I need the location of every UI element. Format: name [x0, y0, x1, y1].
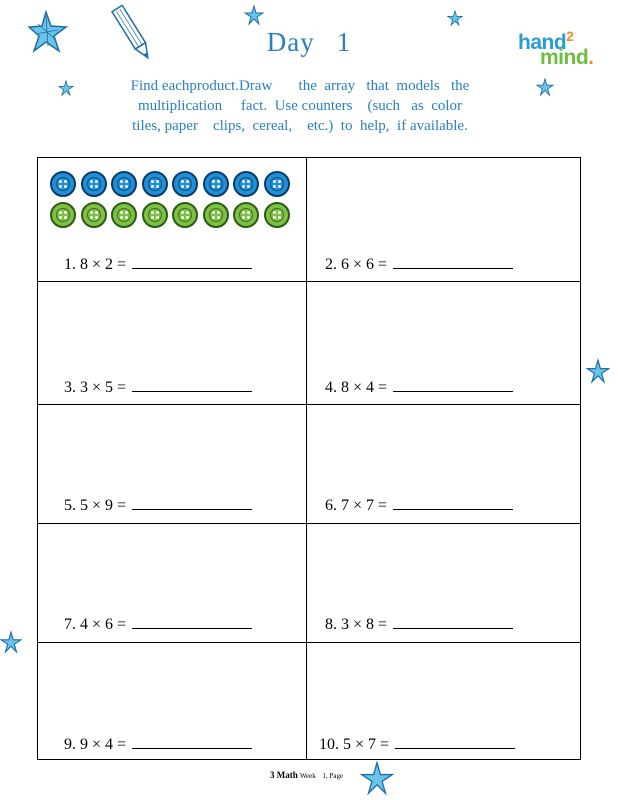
green-button — [203, 202, 229, 228]
problem-label: 5. 5 × 9 = — [64, 497, 127, 514]
problem-4 — [325, 377, 513, 397]
star-icon — [58, 80, 74, 96]
footer-grade: 3 — [270, 770, 275, 780]
green-button — [111, 202, 137, 228]
answer-blank[interactable] — [395, 734, 515, 749]
problem-5 — [64, 495, 252, 515]
footer-week: Week — [300, 772, 316, 780]
star-icon — [244, 5, 264, 25]
green-button — [142, 202, 168, 228]
grid-divider — [38, 281, 580, 282]
problem-label: 9. 9 × 4 = — [64, 736, 127, 753]
logo-text-mind: mind — [540, 46, 589, 69]
blue-button — [81, 171, 107, 197]
problem-label: 4. 8 × 4 = — [325, 379, 388, 396]
instructions-line: Find eachproduct.Draw the array that models the — [130, 78, 470, 94]
star-icon — [586, 358, 610, 384]
problem-2 — [325, 254, 513, 274]
problem-label: 6. 7 × 7 = — [325, 497, 388, 514]
green-button — [233, 202, 259, 228]
answer-blank[interactable] — [132, 495, 252, 510]
star-icon — [0, 630, 22, 654]
problem-7 — [64, 614, 252, 634]
problem-10 — [319, 734, 515, 754]
answer-blank[interactable] — [132, 377, 252, 392]
logo-text-2: 2 — [566, 28, 574, 44]
answer-blank[interactable] — [393, 254, 513, 269]
green-button — [81, 202, 107, 228]
footer-page: 1, Page — [322, 772, 344, 780]
blue-button — [142, 171, 168, 197]
problem-label: 2. 6 × 6 = — [325, 256, 388, 273]
green-button — [50, 202, 76, 228]
blue-button — [264, 171, 290, 197]
green-button — [172, 202, 198, 228]
answer-blank[interactable] — [393, 614, 513, 629]
blue-button — [203, 171, 229, 197]
answer-blank[interactable] — [393, 377, 513, 392]
title-number: 1 — [336, 27, 352, 57]
problem-8 — [325, 614, 513, 634]
logo-text-hand: hand — [518, 31, 567, 54]
footer-subject: Math — [276, 770, 298, 780]
answer-blank[interactable] — [132, 614, 252, 629]
problem-label: 7. 4 × 6 = — [64, 616, 127, 633]
page-footer — [270, 770, 343, 780]
instructions-line: tiles, paper clips, cereal, etc.) to help, if available. — [132, 118, 468, 134]
grid-divider — [38, 523, 580, 524]
answer-blank[interactable] — [132, 734, 252, 749]
problem-3 — [64, 377, 252, 397]
blue-button — [233, 171, 259, 197]
logo-text-dot: . — [588, 46, 594, 69]
blue-button — [50, 171, 76, 197]
hand2mind-logo — [518, 26, 600, 69]
problem-label: 10. 5 × 7 = — [319, 736, 390, 753]
problem-label: 3. 3 × 5 = — [64, 379, 127, 396]
instructions — [80, 76, 520, 136]
star-icon — [536, 78, 554, 96]
problem-6 — [325, 495, 513, 515]
grid-divider — [38, 642, 580, 643]
problem-label: 1. 8 × 2 = — [64, 256, 127, 273]
grid-divider — [38, 404, 580, 405]
problem-label: 8. 3 × 8 = — [325, 616, 388, 633]
title-word: Day — [266, 27, 315, 57]
problem-9 — [64, 734, 252, 754]
answer-blank[interactable] — [393, 495, 513, 510]
problem-grid — [37, 157, 581, 760]
blue-button — [172, 171, 198, 197]
grid-divider — [306, 158, 307, 759]
answer-blank[interactable] — [132, 254, 252, 269]
problem-1 — [64, 254, 252, 274]
green-button — [264, 202, 290, 228]
instructions-line: multiplication fact. Use counters (such as color — [137, 98, 463, 114]
star-icon — [360, 760, 394, 796]
star-icon — [447, 10, 463, 26]
blue-button — [111, 171, 137, 197]
